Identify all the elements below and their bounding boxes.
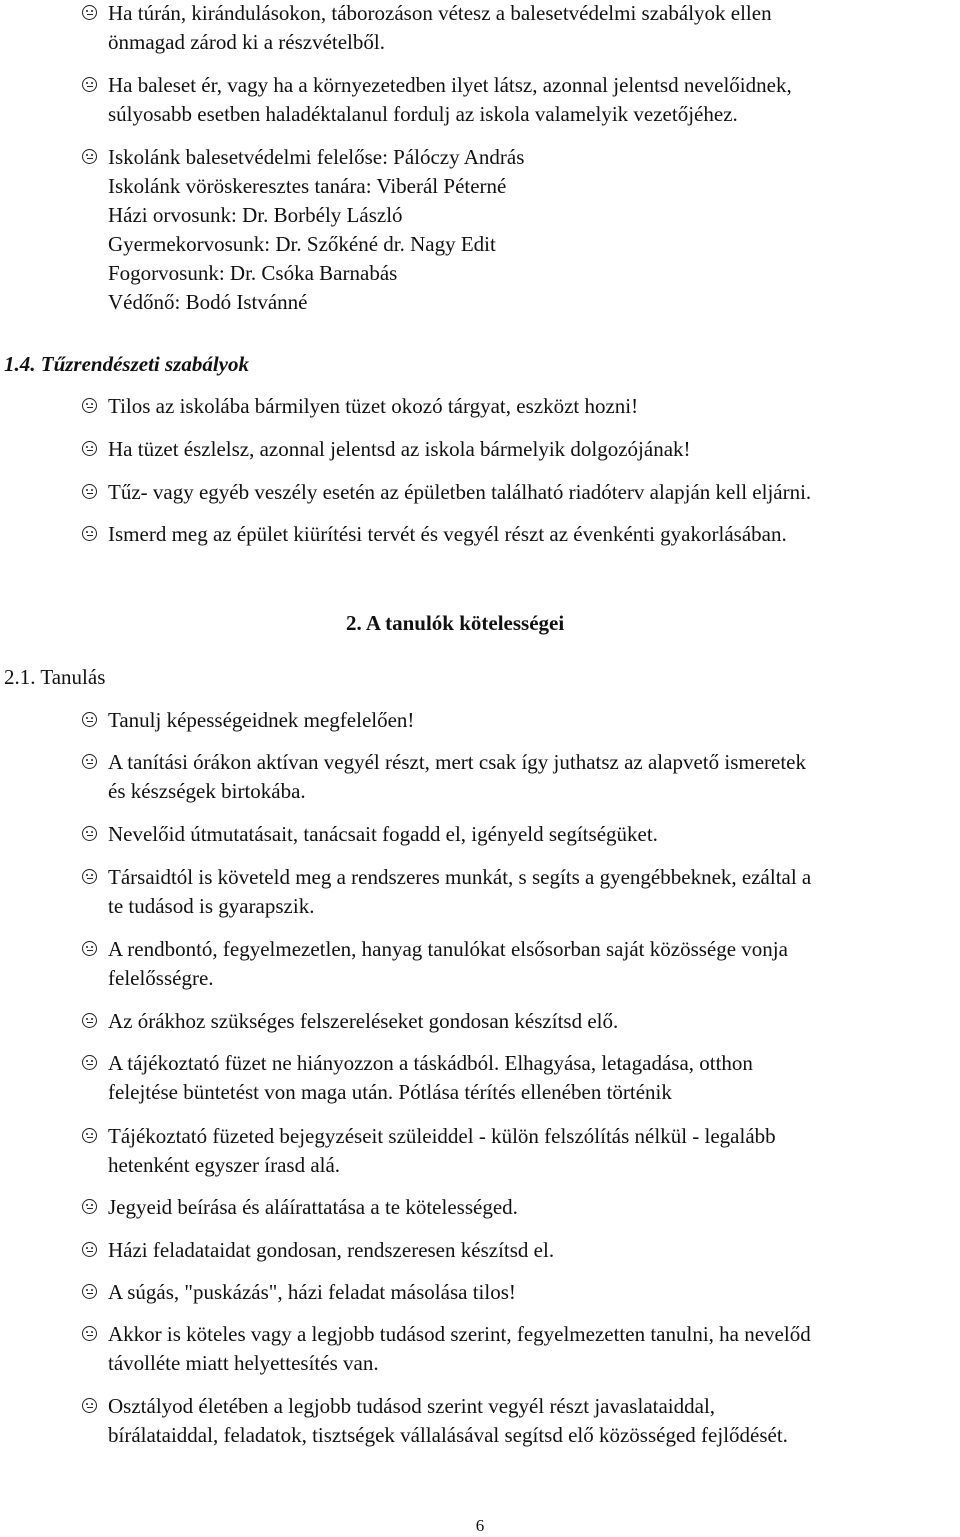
neutral-face-icon <box>82 398 97 413</box>
list-item-line: és készségek birtokába. <box>108 779 306 803</box>
neutral-face-icon <box>82 1199 97 1214</box>
neutral-face-icon <box>82 1128 97 1143</box>
list-item-line: felelősségre. <box>108 966 214 990</box>
neutral-face-icon <box>82 1013 97 1028</box>
neutral-face-icon <box>82 526 97 541</box>
list-item-line: Tanulj képességeidnek megfelelően! <box>108 708 415 732</box>
neutral-face-icon <box>82 149 97 164</box>
neutral-face-icon <box>82 1242 97 1257</box>
neutral-face-icon <box>82 484 97 499</box>
section-heading: 1.4. Tűzrendészeti szabályok <box>4 352 250 376</box>
list-item <box>108 0 956 57</box>
list-item: Ismerd meg az épület kiürítési tervét és vegyél részt az évenkénti gyakorlásában. <box>108 522 787 546</box>
neutral-face-icon <box>82 1398 97 1413</box>
list-item <box>108 820 956 849</box>
list-item-line: felejtése büntetést von maga után. Pótlása térítés ellenében történik <box>108 1080 672 1104</box>
neutral-face-icon <box>82 1284 97 1299</box>
list-item-line: Az órákhoz szükséges felszereléseket gondosan készítsd elő. <box>108 1009 619 1033</box>
list-item-line: Osztályod életében a legjobb tudásod szerint vegyél részt javaslataiddal, <box>108 1394 716 1418</box>
list-item <box>108 1007 956 1036</box>
list-item-line: súlyosabb esetben haladéktalanul fordulj az iskola valamelyik vezetőjéhez. <box>108 102 738 126</box>
list-item-line: Társaidtól is követeld meg a rendszeres munkát, s segíts a gyengébbeknek, ezáltal a <box>108 865 812 889</box>
neutral-face-icon <box>82 941 97 956</box>
contact-line: Iskolánk vöröskeresztes tanára: Viberál Péterné <box>108 174 507 198</box>
list-item <box>108 1122 956 1180</box>
list-item-line: A súgás, "puskázás", házi feladat másolása tilos! <box>108 1280 516 1304</box>
list-item <box>108 1049 956 1107</box>
list-item <box>108 863 956 921</box>
neutral-face-icon <box>82 441 97 456</box>
list-item-line: távolléte miatt helyettesítés van. <box>108 1351 379 1375</box>
list-item: Tűz- vagy egyéb veszély esetén az épületben található riadóterv alapján kell eljárni. <box>108 480 812 504</box>
list-item-line: Ha baleset ér, vagy ha a környezetedben ilyet látsz, azonnal jelentsd nevelőidnek, <box>108 73 792 97</box>
neutral-face-icon <box>82 1326 97 1341</box>
list-item-line: te tudásod is gyarapszik. <box>108 894 315 918</box>
list-item-line: Nevelőid útmutatásait, tanácsait fogadd el, igényeld segítségüket. <box>108 822 658 846</box>
contact-line: Védőnő: Bodó Istvánné <box>108 290 308 314</box>
contact-line: Iskolánk balesetvédelmi felelőse: Pálóczy András <box>108 145 525 169</box>
list-item-line: Tájékoztató füzeted bejegyzéseit szüleiddel - külön felszólítás nélkül - legalább <box>108 1124 776 1148</box>
list-item-line: Akkor is köteles vagy a legjobb tudásod szerint, fegyelmezetten tanulni, ha nevelőd <box>108 1322 811 1346</box>
list-item-line: hetenként egyszer írasd alá. <box>108 1153 341 1177</box>
list-item-line: A tájékoztató füzet ne hiányozzon a táskádból. Elhagyása, letagadása, otthon <box>108 1051 753 1075</box>
list-item <box>108 1320 956 1378</box>
contact-line: Fogorvosunk: Dr. Csóka Barnabás <box>108 261 398 285</box>
list-item <box>108 935 956 993</box>
list-item-line: Házi feladataidat gondosan, rendszeresen készítsd el. <box>108 1238 555 1262</box>
list-item-line: A rendbontó, fegyelmezetlen, hanyag tanulókat elsősorban saját közössége vonja <box>108 937 788 961</box>
neutral-face-icon <box>82 77 97 92</box>
list-item: Ha tüzet észlelsz, azonnal jelentsd az iskola bármelyik dolgozójának! <box>108 437 691 461</box>
neutral-face-icon <box>82 712 97 727</box>
subsection-heading: 2.1. Tanulás <box>4 665 106 689</box>
list-item <box>108 1278 956 1307</box>
neutral-face-icon <box>82 1055 97 1070</box>
list-item <box>108 1236 956 1265</box>
contact-list <box>108 143 956 317</box>
list-item <box>108 748 956 806</box>
page-number: 6 <box>475 1516 485 1535</box>
neutral-face-icon <box>82 869 97 884</box>
neutral-face-icon <box>82 754 97 769</box>
list-item-line: önmagad zárod ki a részvételből. <box>108 30 385 54</box>
list-item-line: Jegyeid beírása és aláírattatása a te kötelességed. <box>108 1195 518 1219</box>
list-item-line: A tanítási órákon aktívan vegyél részt, mert csak így juthatsz az alapvető ismeretek <box>108 750 807 774</box>
list-item <box>108 1392 956 1450</box>
neutral-face-icon <box>82 5 97 20</box>
chapter-heading: 2. A tanulók kötelességei <box>346 611 565 635</box>
contact-line: Gyermekorvosunk: Dr. Szőkéné dr. Nagy Edit <box>108 232 496 256</box>
list-item-line: bírálataiddal, feladatok, tisztségek vállalásával segítsd elő közösséged fejlődését. <box>108 1423 788 1447</box>
list-item <box>108 1193 956 1222</box>
list-item <box>108 706 956 735</box>
neutral-face-icon <box>82 826 97 841</box>
contact-line: Házi orvosunk: Dr. Borbély László <box>108 203 403 227</box>
list-item <box>108 71 956 129</box>
list-item-line: Ha túrán, kirándulásokon, táborozáson vétesz a balesetvédelmi szabályok ellen <box>108 1 772 25</box>
list-item: Tilos az iskolába bármilyen tüzet okozó tárgyat, eszközt hozni! <box>108 394 639 418</box>
